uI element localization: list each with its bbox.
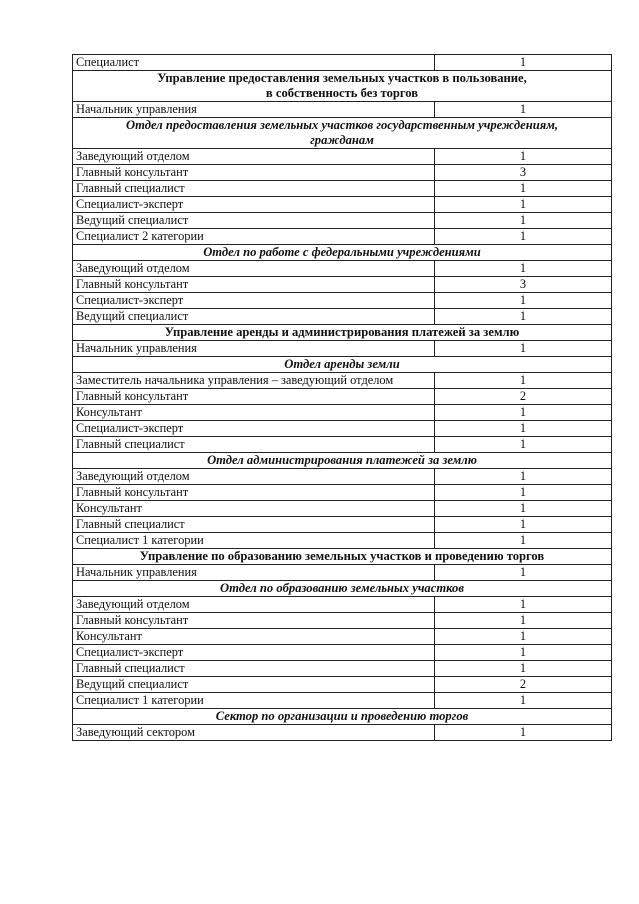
- division-header-row: [73, 453, 612, 469]
- position-name: Главный консультант: [73, 165, 435, 181]
- position-row: [73, 102, 612, 118]
- position-row: [73, 405, 612, 421]
- position-row: [73, 645, 612, 661]
- position-count: 3: [435, 165, 612, 181]
- position-name: Консультант: [73, 405, 435, 421]
- position-row: [73, 565, 612, 581]
- title-line: Отдел аренды земли: [284, 357, 400, 371]
- department-header-row: [73, 549, 612, 565]
- position-count: 1: [435, 613, 612, 629]
- position-count: 1: [435, 517, 612, 533]
- position-count: 1: [435, 405, 612, 421]
- position-name: Ведущий специалист: [73, 677, 435, 693]
- position-count: 1: [435, 341, 612, 357]
- position-name: Начальник управления: [73, 341, 435, 357]
- position-row: [73, 277, 612, 293]
- position-name: Специалист-эксперт: [73, 293, 435, 309]
- position-row: [73, 597, 612, 613]
- position-count: 2: [435, 677, 612, 693]
- position-count: 1: [435, 565, 612, 581]
- division-title: [73, 357, 612, 373]
- department-title: [73, 549, 612, 565]
- position-row: [73, 693, 612, 709]
- division-title: [73, 245, 612, 261]
- division-header-row: [73, 357, 612, 373]
- position-count: 1: [435, 533, 612, 549]
- position-count: 1: [435, 149, 612, 165]
- position-row: [73, 517, 612, 533]
- position-count: 1: [435, 309, 612, 325]
- division-title: [73, 453, 612, 469]
- division-title: [73, 709, 612, 725]
- division-title: [73, 118, 612, 149]
- position-row: [73, 501, 612, 517]
- position-name: Заведующий отделом: [73, 597, 435, 613]
- title-line: гражданам: [310, 133, 374, 147]
- position-count: 1: [435, 55, 612, 71]
- position-name: Начальник управления: [73, 565, 435, 581]
- division-header-row: [73, 709, 612, 725]
- position-name: Заведующий отделом: [73, 149, 435, 165]
- position-count: 1: [435, 693, 612, 709]
- department-header-row: [73, 325, 612, 341]
- position-row: [73, 485, 612, 501]
- title-line: Управление аренды и администрирования платежей за землю: [164, 325, 520, 339]
- position-count: 1: [435, 597, 612, 613]
- position-count: 1: [435, 501, 612, 517]
- position-count: 1: [435, 261, 612, 277]
- position-row: [73, 421, 612, 437]
- staff-schedule-table: [72, 54, 612, 741]
- position-count: 1: [435, 645, 612, 661]
- department-title: [73, 325, 612, 341]
- division-header-row: [73, 245, 612, 261]
- position-count: 1: [435, 437, 612, 453]
- position-count: 1: [435, 197, 612, 213]
- position-name: Главный консультант: [73, 613, 435, 629]
- position-name: Специалист-эксперт: [73, 197, 435, 213]
- position-name: Главный специалист: [73, 517, 435, 533]
- staff-schedule-page: [72, 54, 612, 741]
- position-row: [73, 213, 612, 229]
- position-row: [73, 261, 612, 277]
- position-count: 1: [435, 102, 612, 118]
- position-count: 1: [435, 421, 612, 437]
- position-count: 3: [435, 277, 612, 293]
- position-count: 1: [435, 469, 612, 485]
- position-row: [73, 181, 612, 197]
- position-count: 1: [435, 213, 612, 229]
- department-header-row: [73, 71, 612, 102]
- department-title: [73, 71, 612, 102]
- position-name: Специалист 1 категории: [73, 533, 435, 549]
- position-name: Главный консультант: [73, 389, 435, 405]
- position-row: [73, 629, 612, 645]
- position-count: 1: [435, 629, 612, 645]
- position-row: [73, 197, 612, 213]
- position-row: [73, 309, 612, 325]
- position-row: [73, 293, 612, 309]
- division-header-row: [73, 581, 612, 597]
- position-row: [73, 677, 612, 693]
- position-name: Специалист: [73, 55, 435, 71]
- position-name: Главный консультант: [73, 485, 435, 501]
- title-line: Отдел предоставления земельных участков государственным учреждениям,: [126, 118, 558, 132]
- position-row: [73, 55, 612, 71]
- title-line: в собственность без торгов: [265, 86, 419, 100]
- position-count: 1: [435, 229, 612, 245]
- position-count: 1: [435, 485, 612, 501]
- position-name: Специалист-эксперт: [73, 645, 435, 661]
- position-count: 1: [435, 293, 612, 309]
- title-line: Отдел по работе с федеральными учреждениями: [203, 245, 481, 259]
- position-row: [73, 373, 612, 389]
- position-name: Консультант: [73, 501, 435, 517]
- position-row: [73, 165, 612, 181]
- position-name: Заместитель начальника управления – заведующий отделом: [73, 373, 435, 389]
- position-row: [73, 533, 612, 549]
- position-count: 1: [435, 661, 612, 677]
- position-count: 1: [435, 181, 612, 197]
- position-name: Заведующий сектором: [73, 725, 435, 741]
- division-title: [73, 581, 612, 597]
- position-name: Ведущий специалист: [73, 309, 435, 325]
- title-line: Отдел по образованию земельных участков: [220, 581, 464, 595]
- position-count: 2: [435, 389, 612, 405]
- position-row: [73, 229, 612, 245]
- position-row: [73, 725, 612, 741]
- position-count: 1: [435, 725, 612, 741]
- position-row: [73, 469, 612, 485]
- position-name: Заведующий отделом: [73, 261, 435, 277]
- title-line: Управление предоставления земельных участков в пользование,: [157, 71, 527, 85]
- position-name: Главный специалист: [73, 181, 435, 197]
- position-name: Начальник управления: [73, 102, 435, 118]
- position-row: [73, 661, 612, 677]
- position-name: Специалист 1 категории: [73, 693, 435, 709]
- position-row: [73, 613, 612, 629]
- title-line: Отдел администрирования платежей за землю: [207, 453, 477, 467]
- position-row: [73, 389, 612, 405]
- position-name: Заведующий отделом: [73, 469, 435, 485]
- position-count: 1: [435, 373, 612, 389]
- position-row: [73, 341, 612, 357]
- position-name: Ведущий специалист: [73, 213, 435, 229]
- position-row: [73, 149, 612, 165]
- position-name: Специалист-эксперт: [73, 421, 435, 437]
- position-row: [73, 437, 612, 453]
- position-name: Главный консультант: [73, 277, 435, 293]
- title-line: Сектор по организации и проведению торгов: [215, 709, 469, 723]
- division-header-row: [73, 118, 612, 149]
- position-name: Главный специалист: [73, 661, 435, 677]
- position-name: Специалист 2 категории: [73, 229, 435, 245]
- position-name: Главный специалист: [73, 437, 435, 453]
- staff-schedule-body: [73, 55, 612, 741]
- position-name: Консультант: [73, 629, 435, 645]
- title-line: Управление по образованию земельных участков и проведению торгов: [139, 549, 545, 563]
